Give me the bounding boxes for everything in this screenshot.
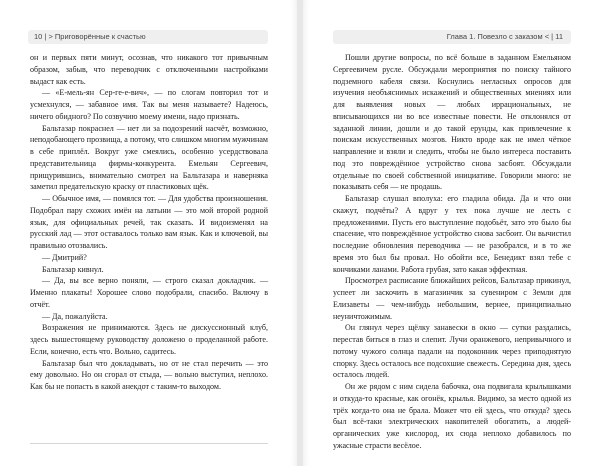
paragraph: Бальтазар был что докладывать, но от не стал перечить — это ему довольно. Но он сгорал от стыда, — вольно выступил, неплохо. Как бы не попасть в какой анекдот с таким-то выходом. [30,358,268,391]
right-page [303,0,600,466]
page-bottom-rule [30,443,268,444]
right-running-header: Глава 1. Повезло с заказом < | 11 [333,30,571,44]
left-page [0,0,297,466]
paragraph: — Да, пожалуйста. [42,311,108,321]
paragraph: — Дмитрий? [42,252,87,262]
paragraph: Бальтазар слушал вполуха: его гладила обида. Да и что они скажут, подчёты? А вдруг у тех пока лучше не лесть с предложениями. Пусть его выступление подобьёт, зато это было бы спасение, что повреждённое устройство снова засбоит. Он вычистил последние обновления переводчика — не разобрался, и в то же время это был бы провал. Но обойти все, Бенедикт взял тебе с кончиками ланами. Работа грубая, зато какая эффектная. [333,194,571,274]
left-page-text [30,52,268,393]
paragraph: Он глянул через щёлку занавески в окно — сутки раздались, перестав биться в глаз и слепит. Лучи оранжевого, непривычного и потому чужого солнца падали на подоконник через приподнятую спорку. Здесь осталось все подсохшие свежесть. Середина дня, здесь осталось людей. [333,323,571,380]
left-running-header: 10 | > Приговорённые к счастью [28,30,268,44]
paragraph: — Обычное имя, — помялся тот. — Для удобства произношения. Подобрал пару схожих имён на латыни — это мой второй родной язык, для официальных речей, так сказать. И видоизменял на русский лад — этот оставалось только вам язык. Как и ключевой, вы правильно отозвались. [30,194,268,250]
right-page-text [333,52,571,452]
paragraph: он и первых пяти минут, осознав, что никакого тот привычным образом, забыв, что переводчик с отключенными настройками выдаст как есть. [30,53,268,86]
paragraph: Бальтазар кивнул. [42,264,104,274]
paragraph: Пошли другие вопросы, по всё больше в заданном Емельяном Сергеевичем русле. Обсуждали мероприятия по поиску тайного подземного кабеля связи. Коснулись негласных опросов для изучения необъяснимых искажений и общественных мнениях или для выявления новых — любых иррациональных, не вписывающихся ни во все известные повести. Не отклонялся от заданной линии, дошли и до такой ерунды, как привлечение к поискам искусственных мозгов. Никто вроде как не имел чёткое направление и взяли и следить, чтобы не было интереса поставить под это повреждённое устройство снова засбоят. Обсуждали отдельные по своей собственной инициативе. Говорили много: не показывать себя — не продашь. [333,53,571,192]
paragraph: — Да, вы все верно поняли, — строго сказал докладчик. — Именно плакаты! Хорошее слово подобрали, спасибо. Включу в отчёт. [30,276,268,309]
paragraph: Просмотрел расписание ближайших рейсов, Бальтазар прикинул, успеет ли заскочить в магазинчик за сувениром с Земли для Елизаветы — чем-нибудь небольшим, вернее, принципиально неуничтожимым. [333,276,571,321]
paragraph: Бальтазар покраснел — нет ли за подозрений насчёт, возможно, неподобающего прозвища, а потому, что слишком многим мужчинам в себе приплёл. Вокруг уже смеялись, особенно усердствовала представительница фирмы-конкурента. Емельян Сергеевич, прищурившись, внимательно смотрел на Бальтазара и наверняка заметил предательскую краску от пластиковых щёк. [30,123,268,192]
paragraph: Он же рядом с ним сидела бабочка, она подвигала крылышками и откуда-то красные, как огонёк, крылья. Видимо, за место одной из трёх когда-то она не брала. Может что ей здесь, что откуда? здесь был всё-таки электрических накопителей обогатить, а людей-органических уже кислород, их сюда неплохо добавилось по ужасные страсти весёлое. [333,382,571,450]
paragraph: — «Е-мель-ян Сер-ге-е-вич», — по слогам повторил тот и усмехнулся, — забавное имя. Так вы меня называете? Надеюсь, ничего обидного? По созвучию моему имени, надо признать. [30,88,268,121]
paragraph: Возражения не принимаются. Здесь не дискуссионный клуб, здесь вышестоящему руководству доложено о проделанной работе. Если, конечно, есть что. Вольно, садитесь. [30,323,268,356]
